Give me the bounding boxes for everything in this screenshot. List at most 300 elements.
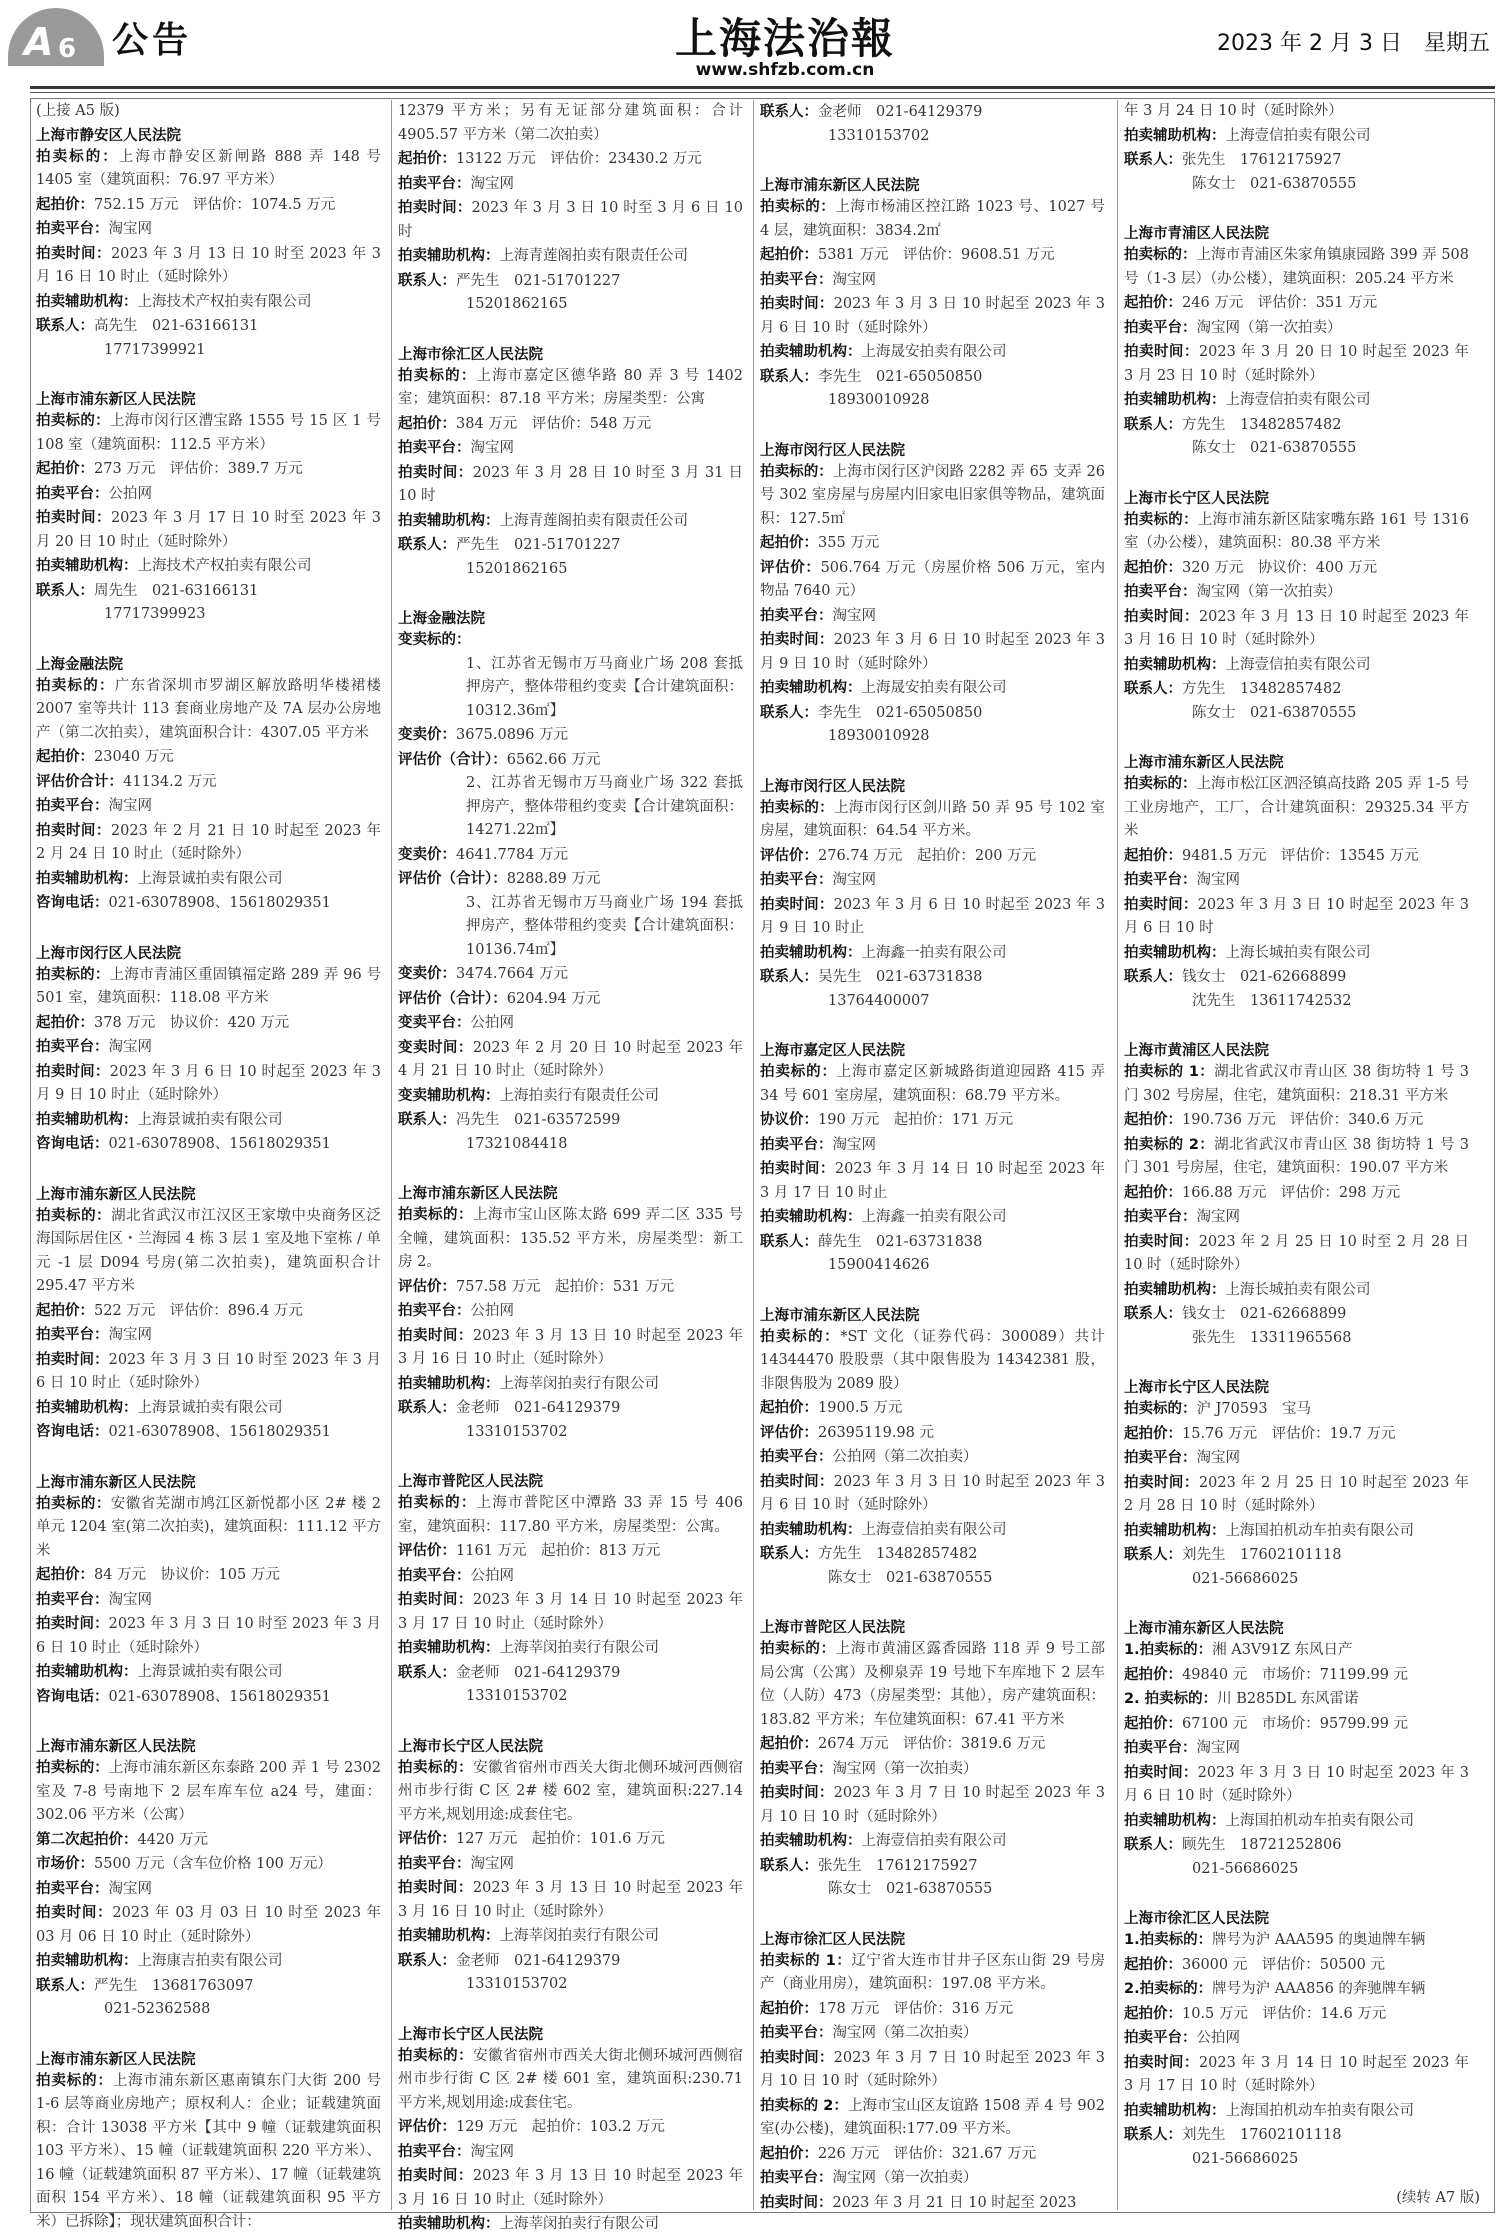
field-label: 拍卖辅助机构： [36,293,138,310]
auction-notice [36,1183,381,1445]
field-label: 拍卖时间： [1124,1233,1199,1250]
field-value: 上海景诚拍卖有限公司 [137,1399,283,1416]
field-value: 2023 年 2 月 25 日 10 时起至 2023 年 2 月 28 日 10 时（延时除外） [1124,1474,1470,1514]
field-label: 起拍价： [36,1567,94,1583]
field-value: 021-63078908、15618029351 [108,1688,331,1705]
field-value: 3675.0896 万元 [456,727,569,743]
notice-field [36,1974,381,1999]
notice-field [398,1852,743,1877]
notice-field [760,1878,1105,1902]
field-label: 拍卖时间： [36,245,111,262]
notice-field [1124,1302,1469,1327]
notice-field [398,1756,743,1828]
field-value: 金老师 021-64129379 [456,1952,621,1969]
notice-field [398,1372,743,1397]
notice-field [36,290,381,315]
field-label: 联系人： [1124,681,1182,697]
field-label: 评估价： [398,1543,456,1559]
field-label: 变卖价： [398,966,456,982]
court-name: 上海市浦东新区人民法院 [398,1186,558,1202]
field-label: 2. 拍卖标的： [1124,1691,1218,1707]
notice-field [1124,1205,1469,1230]
notice-field [760,1396,1105,1421]
notice-field [760,844,1105,869]
field-value: 上海壹信拍卖有限公司 [1225,392,1371,408]
field-value: 淘宝网 [470,1855,514,1872]
field-value: 上海市浦东新区陆家嘴东路 161 号 1316 室（办公楼），建筑面积：80.38 平方米 [1124,511,1470,551]
field-label: 拍卖平台： [36,1591,109,1608]
field-label: 拍卖辅助机构： [36,558,138,574]
field-value: 84 万元 协议价：105 万元 [94,1567,280,1583]
field-value: 淘宝网 [1196,872,1240,888]
notice-field [1124,1422,1469,1447]
field-value: 上海晟安拍卖有限公司 [861,344,1007,360]
notice-field [36,339,381,363]
field-value: 陈女士 021-63870555 [1192,440,1357,456]
field-label: 拍卖标的 1： [1124,1064,1215,1080]
notice-field [760,1108,1105,1133]
field-label: 拍卖平台： [398,2143,471,2160]
field-label: 咨询电话： [36,1136,109,1152]
notice-field [398,1011,743,1036]
field-label: 拍卖平台： [36,1880,109,1897]
field-label: 拍卖标的： [36,413,110,429]
field-label: 拍卖时间： [760,1161,835,1177]
field-label: 拍卖平台： [398,1303,471,1319]
field-label: 评估价（合计）： [398,751,507,768]
field-value: 13122 万元 评估价：23430.2 万元 [456,151,702,167]
field-value: 淘宝网（第一次拍卖） [1196,319,1342,336]
field-label: 拍卖辅助机构： [398,512,500,529]
notice-field [760,1637,1105,1732]
field-label: 拍卖标的： [760,1328,841,1345]
column-4 [1124,100,1469,2210]
field-label: 第二次起拍价： [36,1831,138,1848]
notice-field [398,867,743,892]
auction-notice [36,124,381,363]
field-label: 拍卖平台： [760,607,833,624]
notice-field [760,1157,1105,1205]
field-value: 上海市宝山区友谊路 1508 弄 4 号 902 室(办公楼)，建筑面积:177.09 平方米。 [760,2097,1105,2137]
notice-field [760,1445,1105,1470]
notice-field [1124,844,1469,869]
notice-field [36,457,381,482]
field-value: 公拍网 [470,1303,514,1319]
field-value: 上海国拍机动车拍卖有限公司 [1225,1522,1414,1539]
auction-notice [36,388,381,627]
field-value: 金老师 021-64129379 [818,104,983,120]
auction-notice [760,1928,1105,2216]
auction-notice [1124,222,1469,461]
notice-field [1124,2148,1469,2172]
notice-field [1124,1471,1469,1519]
header-rule-thin [30,92,1495,93]
notice-field [36,1420,381,1445]
field-value: 021-52362588 [104,2001,211,2017]
field-label: 联系人： [398,1400,456,1416]
field-value: 17717399923 [104,606,206,622]
notice-field [760,1421,1105,1446]
auction-notice [1124,1617,1469,1881]
field-label: 拍卖辅助机构： [398,1928,500,1944]
field-label: 拍卖平台： [398,175,471,192]
field-label: 拍卖时间： [760,296,834,312]
field-label: 拍卖辅助机构： [760,344,862,360]
field-value: 18930010928 [828,392,930,408]
auction-notice [398,2023,743,2237]
field-value: 淘宝网 [108,1880,152,1897]
field-label: 拍卖时间： [1124,1474,1199,1491]
notice-field [760,2046,1105,2094]
field-label: 评估价： [398,1278,456,1295]
notice-field [1124,1977,1469,2002]
field-label: 拍卖时间： [1124,2054,1199,2071]
field-label: 拍卖时间： [398,200,472,216]
notice-field [1124,2026,1469,2051]
notice-field [36,963,381,1011]
field-label: 拍卖时间： [760,2194,833,2211]
auction-notice [760,1616,1105,1902]
field-value: 上海市浦东新区惠南镇东门大街 200 号 1-6 层等商业房地产；原权利人：企业；证载建筑面积：合计 13038 平方米【其中 9 幢（证载建筑面积 103 平方米）、15 幢（证载建筑面积 220 平方米）、16 幢（证载建筑面积 87 平方米）、17 幢（证载建筑面积 154 平方米）、18 幢（证载建筑面积 95 平方米）已拆除】；现状建筑面积合计： [36,2072,381,2230]
field-value: 26395119.98 元 [818,1424,934,1441]
notice-field [760,243,1105,268]
field-label: 拍卖时间： [1124,608,1199,625]
notice-field [36,1998,381,2022]
field-value: 2023 年 3 月 3 日 10 时至 2023 年 3 月 6 日 10 时止（延时除外） [36,1616,382,1656]
field-label: 拍卖时间： [36,1351,109,1368]
field-label: 拍卖时间： [398,2168,473,2184]
field-value: 49840 元 市场价：71199.99 元 [1182,1666,1409,1683]
court-name: 上海市静安区人民法院 [36,127,181,144]
notice-field [398,1539,743,1564]
field-value: 3、江苏省无锡市万马商业广场 194 套抵押房产，整体带租约变卖【合计建筑面积：10136.74㎡】 [466,894,743,958]
notice-field [1124,1181,1469,1206]
auction-notice [760,439,1105,749]
field-label: 拍卖标的： [760,1064,837,1080]
field-value: 公拍网 [108,485,152,502]
notice-field [398,172,743,197]
field-value: 13764400007 [828,992,930,1009]
field-value: 上海市黄浦区露香园路 118 弄 9 号工部局公寓（公寓）及柳泉弄 19 号地下车库地下 2 层车位（人防）473（房屋类型：其他），房产建筑面积：183.82 平方米；车位建筑面积：67.41 平方米 [760,1641,1105,1728]
field-value: 2023 年 3 月 3 日 10 时起至 2023 年 3 月 6 日 10 时 [1124,896,1470,936]
auction-notice [398,100,743,317]
field-value: 公拍网 [1196,2030,1240,2046]
field-label: 拍卖平台： [760,271,833,288]
field-label: 拍卖辅助机构： [760,1521,862,1538]
notice-field [760,2094,1105,2142]
field-value: 淘宝网 [470,175,514,192]
notice-field [1124,1712,1469,1737]
field-label: 起拍价： [1124,1666,1182,1683]
field-value: 上海壹信拍卖有限公司 [1225,127,1371,144]
field-label: 联系人： [1124,969,1182,985]
field-value: 3474.7664 万元 [456,966,569,982]
auction-notice [760,775,1105,1014]
field-value: 严先生 021-51701227 [456,537,621,553]
field-value: 上海鑫一拍卖有限公司 [861,1209,1007,1225]
notice-field [1124,1833,1469,1858]
notice-field [760,1949,1105,1997]
field-value: 牌号为沪 AAA595 的奥迪牌车辆 [1212,1932,1426,1948]
notice-field [760,2191,1105,2216]
field-value: 2023 年 3 月 14 日 10 时起至 2023 年 3 月 17 日 10 时（延时除外） [1124,2054,1470,2094]
notice-field [1124,124,1469,149]
field-value: 1、江苏省无锡市万马商业广场 208 套抵押房产，整体带租约变卖【合计建筑面积：10312.36㎡】 [466,655,743,719]
field-value: 178 万元 评估价：316 万元 [818,2000,1014,2017]
notice-field [760,2166,1105,2191]
field-label: 拍卖标的： [36,966,110,983]
column-divider [391,100,392,2210]
field-value: 上海鑫一拍卖有限公司 [861,944,1007,961]
notice-field [1124,1928,1469,1953]
notice-field [760,1133,1105,1158]
notice-field [1124,1568,1469,1592]
field-label: 拍卖时间： [1124,896,1198,913]
notice-field [760,1997,1105,2022]
field-value: 2023 年 3 月 21 日 10 时起至 2023 [832,2194,1077,2211]
field-label: 拍卖标的： [398,1759,474,1776]
field-label: 起拍价： [1124,1112,1182,1128]
field-value: 顾先生 18721252806 [1182,1837,1342,1853]
field-value: 李先生 021-65050850 [818,704,983,721]
notice-field [36,145,381,193]
field-value: 上海莘闵拍卖行有限公司 [499,1375,659,1392]
notice-field [1124,2002,1469,2027]
field-label: 拍卖平台： [1124,319,1197,336]
field-value: 2023 年 3 月 6 日 10 时起至 2023 年 3 月 9 日 10 时（延时除外） [760,632,1106,672]
notice-field [1124,1446,1469,1471]
field-label: 拍卖辅助机构： [36,1399,138,1416]
court-name: 上海市黄浦区人民法院 [1124,1043,1269,1059]
notice-field [398,723,743,748]
field-label: 拍卖平台： [398,440,471,456]
court-name: 上海市长宁区人民法院 [398,2026,543,2043]
field-value: 8288.89 万元 [506,871,601,887]
field-label: 起拍价： [398,151,456,167]
notice-field [36,1035,381,1060]
field-value: 陈女士 021-63870555 [1192,175,1357,192]
field-value: 276.74 万元 起拍价：200 万元 [818,847,1037,864]
field-value: 淘宝网 [108,798,152,814]
field-label: 起拍价： [1124,847,1182,864]
notice-field [36,1492,381,1564]
field-value: 226 万元 评估价：321.67 万元 [818,2145,1037,2162]
notice-field [36,242,381,290]
notice-field [36,1132,381,1157]
field-value: 湖北省武汉市青山区 38 街坊特 1 号 3 门 302 号房屋，住宅，建筑面积：218.31 平方米 [1124,1064,1469,1104]
notice-field [1124,1133,1469,1181]
continued-from-note: (上接 A5 版) [36,103,120,119]
field-value: 张先生 17612175927 [818,1857,978,1874]
auction-notice [1124,1907,1469,2171]
notice-field [760,531,1105,556]
notice-field [398,244,743,269]
field-value: 2023 年 3 月 3 日 10 时至 3 月 6 日 10 时 [398,200,744,240]
notice-field [760,701,1105,726]
field-label: 1.拍卖标的： [1124,1642,1213,1658]
notice-field [36,1588,381,1613]
notice-field [398,1636,743,1661]
field-label: 联系人： [398,1664,456,1681]
court-name: 上海市浦东新区人民法院 [1124,1621,1284,1637]
court-name: 上海市闵行区人民法院 [760,778,905,795]
field-value: 上海市青浦区朱家角镇康园路 399 弄 508 号（1-3 层）（办公楼），建筑面积：205.24 平方米 [1124,247,1469,287]
field-label: 拍卖辅助机构： [398,1375,500,1392]
court-name: 上海市长宁区人民法院 [1124,490,1269,507]
field-value: 上海青莲阁拍卖有限责任公司 [499,248,688,264]
notice-field [1124,1519,1469,1544]
auction-notice [760,1039,1105,1278]
field-label: 联系人： [760,1857,818,1874]
auction-notice [398,1735,743,1997]
field-value: 4641.7784 万元 [456,846,569,863]
section-title: 公告 [112,20,193,61]
notice-field [398,1827,743,1852]
notice-field [1124,965,1469,990]
field-label: 咨询电话： [36,1424,109,1440]
field-value: 淘宝网 [470,2143,514,2160]
field-label: 拍卖辅助机构： [760,1209,862,1225]
court-name: 上海市长宁区人民法院 [398,1738,543,1755]
notice-field [398,1133,743,1157]
notice-field [760,1829,1105,1854]
field-label: 拍卖平台： [398,1855,471,1872]
field-value: 13310153702 [466,1688,568,1704]
field-label: 拍卖时间： [760,1473,834,1490]
field-value: 5500 万元（含车位价格 100 万元） [94,1856,332,1872]
field-label: 拍卖时间： [760,632,834,648]
notice-field [760,2142,1105,2167]
badge-shape [8,8,104,66]
court-name: 上海市浦东新区人民法院 [36,1186,196,1203]
field-value: 2023 年 2 月 20 日 10 时起至 2023 年 4 月 21 日 10 时止（延时除外） [398,1039,744,1079]
field-value: 2023 年 03 月 03 日 10 时至 2023 年 03 月 06 日 10 时止（延时除外） [36,1905,382,1945]
field-label: 拍卖时间： [760,1785,834,1801]
field-value: 淘宝网（第一次拍卖） [1196,584,1342,600]
auction-notice [36,942,381,1157]
field-label: 拍卖辅助机构： [398,1640,500,1656]
auction-notice [398,1470,743,1709]
field-label: 起拍价： [36,461,94,477]
auction-notice [36,1471,381,1710]
notice-field [760,1518,1105,1543]
field-value: 2023 年 3 月 20 日 10 时起至 2023 年 3 月 23 日 10 时（延时除外） [1124,344,1470,384]
notice-field [1124,437,1469,461]
field-label: 拍卖辅助机构： [1124,2102,1226,2119]
court-name: 上海市浦东新区人民法院 [760,1307,920,1324]
auction-notice [398,607,743,1156]
field-label: 起拍价： [398,415,456,432]
field-label: 拍卖辅助机构： [1124,127,1226,144]
notice-field [1124,2123,1469,2148]
notice-field [398,147,743,172]
field-label: 市场价： [36,1856,94,1872]
field-label: 拍卖标的： [36,1495,111,1512]
notice-field [1124,1663,1469,1688]
notice-field [36,1612,381,1660]
field-value: 36000 元 评估价：50500 元 [1182,1956,1385,1973]
field-label: 拍卖辅助机构： [760,944,862,961]
field-value: 2023 年 3 月 17 日 10 时至 2023 年 3 月 20 日 10 时止（延时除外） [36,510,382,550]
field-value: 6562.66 万元 [506,751,601,768]
field-value: 上海晟安拍卖有限公司 [861,680,1007,696]
notice-field [36,1563,381,1588]
court-name: 上海市浦东新区人民法院 [36,1474,196,1491]
notice-field [760,1542,1105,1567]
field-value: 方先生 13482857482 [1182,681,1342,697]
field-value: 2023 年 3 月 7 日 10 时起至 2023 年 3 月 10 日 10 时（延时除外） [760,2049,1106,2089]
field-value: 67100 元 市场价：95799.99 元 [1182,1715,1409,1732]
field-label: 拍卖平台： [36,485,109,502]
field-label: 变卖时间： [398,1039,473,1056]
field-value: 淘宝网 [108,1591,152,1608]
field-value: 2023 年 3 月 3 日 10 时至 2023 年 3 月 6 日 10 时止（延时除外） [36,1351,382,1391]
field-value: 355 万元 [818,535,880,551]
field-value: 2674 万元 评估价：3819.6 万元 [818,1736,1046,1752]
field-value: 安徽省芜湖市鸠江区新悦都小区 2# 楼 2 单元 1204 室(第二次拍卖)，建筑面积：111.12 平方米 [36,1495,381,1559]
notice-field [760,1230,1105,1255]
field-value: 淘宝网（第一次拍卖） [832,2170,978,2186]
field-label: 拍卖时间： [398,1592,473,1608]
notice-field [398,1564,743,1589]
notice-field [36,674,381,746]
field-value: 41134.2 万元 [123,773,217,790]
notice-field [760,125,1105,149]
court-name: 上海市浦东新区人民法院 [36,2051,196,2068]
notice-field [1124,1230,1469,1278]
field-label: 拍卖标的： [398,1207,473,1223]
field-value: 2023 年 3 月 3 日 10 时起至 2023 年 3 月 6 日 10 时（延时除外） [1124,1764,1470,1804]
field-label: 拍卖平台： [760,1449,833,1465]
newspaper-masthead: 上海法治報 [674,14,895,63]
field-value: 17321084418 [466,1135,568,1152]
notice-field [36,867,381,892]
field-value: 川 B285DL 东风雷诺 [1217,1691,1359,1707]
notice-field [398,533,743,558]
field-label: 拍卖标的： [1124,511,1198,528]
field-label: 联系人： [398,272,456,289]
field-value: 上海技术产权拍卖有限公司 [137,293,312,310]
field-value: 上海市静安区新闸路 888 弄 148 号 1405 室（建筑面积：76.97 平方米） [36,148,382,188]
notice-field [398,558,743,582]
field-value: 13310153702 [466,1423,568,1440]
notice-field [760,195,1105,243]
notice-field [398,1661,743,1686]
notice-field [398,1973,743,1997]
court-name: 上海市青浦区人民法院 [1124,226,1269,242]
notice-field [398,1924,743,1949]
field-value: 淘宝网 [470,440,514,456]
field-label: 联系人： [36,318,94,334]
notice-field [398,509,743,534]
field-value: 190.736 万元 评估价：340.6 万元 [1182,1112,1424,1128]
field-value: 127 万元 起拍价：101.6 万元 [456,1831,665,1847]
field-label: 变卖辅助机构： [398,1087,500,1104]
field-label: 拍卖辅助机构： [398,2216,500,2232]
notice-field [760,292,1105,340]
notice-field [398,772,743,843]
continued-to-note: (续转 A7 版) [1396,2190,1480,2206]
notice-field [760,1781,1105,1829]
field-value: 陈女士 021-63870555 [828,1569,993,1586]
field-value: 上海市青浦区重固镇福定路 289 弄 96 号 501 室，建筑面积：118.08 平方米 [36,966,382,1006]
field-value: 4420 万元 [137,1831,209,1848]
auction-notice [1124,1039,1469,1350]
field-value: 5381 万元 评估价：9608.51 万元 [818,247,1055,263]
field-value: 年 3 月 24 日 10 时（延时除外） [1124,103,1343,119]
field-value: 淘宝网 [1196,1450,1240,1466]
field-label: 拍卖标的： [1124,247,1197,263]
